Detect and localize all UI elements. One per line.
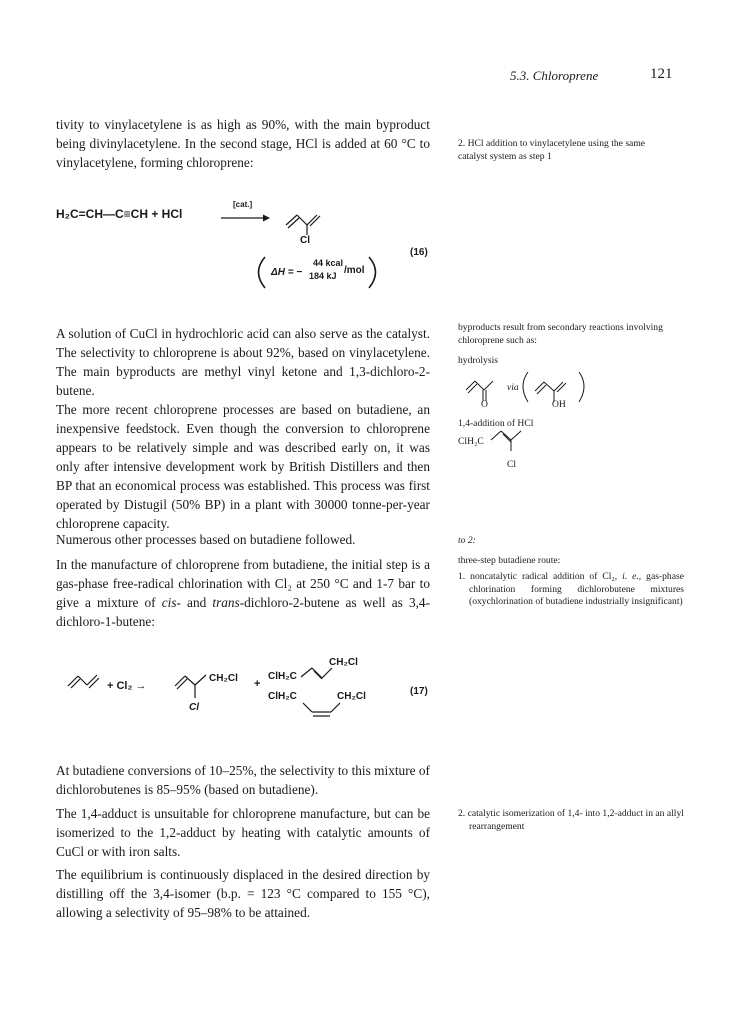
running-header (490, 66, 673, 86)
eq17-clh2c-bot: ClH₂C (268, 691, 297, 702)
eq16-reactants: H₂C=CH—C≡CH + HCl (56, 207, 183, 221)
hydrolysis-structures (458, 362, 678, 422)
eq17-clh2c-top: ClH₂C (268, 671, 297, 682)
margin-note-to-step-2: to 2: (458, 535, 476, 546)
section-title: 5.3. Chloroprene (510, 68, 599, 83)
byproducts-intro: byproducts result from secondary reactions involving chloroprene such as: (458, 322, 663, 346)
para5-text-a: In the manufacture of chloroprene from butadiene, the initial step is a gas-phase free-radical chlorination with Cl₂ at 250 °C and 1-7 bar to give a mixture of (56, 557, 430, 610)
margin-note-byproducts (458, 322, 676, 482)
eq17-plus: + (254, 678, 261, 690)
paragraph-cucl: A solution of CuCl in hydrochloric acid can also serve as the catalyst. The selectivity to chloroprene is about 92%, based on vinylacetylene. The main byproducts are methyl vinyl ketone and 1,3-dichloro-2-butene. (56, 326, 430, 398)
paragraph-other-processes: Numerous other processes based on butadiene followed. (56, 532, 356, 547)
margin-note-isomerization: 2. catalytic isomerization of 1,4- into 1,2-adduct in an allyl rearrangement (458, 808, 684, 832)
eq16-cl: Cl (300, 235, 310, 246)
eq17-ch2cl-bot: CH₂Cl (337, 691, 366, 702)
sidebar-right-paren (579, 372, 584, 402)
dichlorobutene-cis-structure (303, 703, 340, 716)
butadiene-structure (68, 675, 99, 688)
margin-note-radical-addition (458, 571, 684, 609)
eq17-ch2cl-top: CH₂Cl (329, 657, 358, 668)
right-paren (369, 257, 376, 288)
page-number: 121 (650, 66, 673, 82)
eq16-structures (56, 195, 436, 305)
paragraph-chlorination (56, 555, 430, 631)
para5-and: and (180, 595, 213, 610)
chloroprene-structure (286, 215, 320, 235)
hydrolysis-label: hydrolysis (458, 355, 498, 366)
eq17-plus-cl2: + Cl₂ → (107, 680, 147, 692)
eq16-kj: 184 kJ (309, 271, 337, 281)
eq16-dh: ΔH = − (271, 267, 303, 278)
methyl-vinyl-ketone-structure (466, 381, 493, 401)
addition-label: 1,4-addition of HCl (458, 418, 534, 429)
dichlorobutene-13-structure (488, 426, 548, 466)
oxygen-label: O (481, 399, 488, 410)
dichlorobutene-trans-structure (301, 668, 332, 679)
para5-trans: trans- (212, 595, 245, 610)
paragraph-equilibrium: The equilibrium is continuously displaced in the desired direction by distilling off the 3,4-isomer (b.p. = 123 °C compared to 155 °C), allowing a selectivity of 95–98% to be attained. (56, 867, 430, 920)
clh2c-label: ClH₂C (458, 436, 484, 447)
paragraph-isomerization: The 1,4-adduct is unsuitable for chloroprene manufacture, but can be isomerized to the 1,2-adduct by heating with catalytic amounts of CuCl or with iron salts. (56, 806, 430, 859)
margin-note-route: three-step butadiene route: (458, 555, 561, 566)
paragraph-butadiene-processes: The more recent chloroprene processes are based on butadiene, an inexpensive feedstock. Even though the conversion to chloroprene appears to be relatively simple and was described early on, it was only after intensive development work by British Distillers and then BP that an economical process was established. This process was first operated by Distugil (50% BP) in a plant with 30000 tonne-per-year chloroprene capacity. (56, 402, 430, 531)
sidebar-left-paren (523, 372, 528, 402)
chloro-label: Cl (507, 459, 517, 470)
paragraph-intro: tivity to vinylacetylene is as high as 90%, with the main byproduct being divinylacetylene. In the second stage, HCl is added at 60 °C to vinylacetylene, forming chloroprene: (56, 117, 430, 170)
eq16-catalyst: [cat.] (233, 200, 253, 209)
paragraph-conversions: At butadiene conversions of 10–25%, the selectivity to this mixture of dichlorobutenes is 85–95% (based on butadiene). (56, 763, 430, 797)
equation-16 (56, 195, 436, 305)
dichlorobutene-34-structure (175, 675, 206, 698)
route-ie: i. e., (622, 571, 642, 582)
arrow-head (263, 215, 270, 222)
eq17-cl: Cl (189, 702, 199, 713)
equation-17 (56, 650, 436, 730)
route-item-b: gas-phase chlorination forming dichlorobutene mixtures (oxychlorination of butadiene industrially insignificant) (469, 571, 684, 607)
para5-cis: cis- (161, 595, 181, 610)
eq17-number: (17) (410, 686, 428, 697)
hydroxyl-label: OH (552, 399, 566, 410)
left-paren (259, 257, 266, 288)
eq16-unit: /mol (344, 265, 365, 276)
eq17-ch2cl: CH₂Cl (209, 673, 238, 684)
via-label: via (507, 382, 519, 393)
margin-note-hcl-addition: 2. HCl addition to vinylacetylene using the same catalyst system as step 1 (458, 138, 646, 162)
eq16-kcal: 44 kcal (313, 258, 344, 268)
para5-text-b: dichloro-2-butene as well as 3,4-dichloro-1-butene: (56, 595, 430, 629)
eq16-number: (16) (410, 247, 428, 258)
route-item-a: 1. noncatalytic radical addition of Cl₂, (458, 571, 623, 582)
